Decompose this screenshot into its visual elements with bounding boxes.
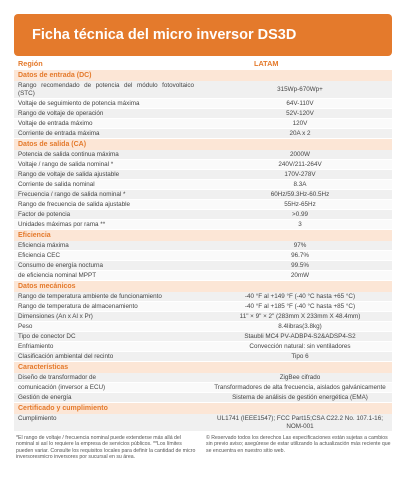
spec-row	[14, 414, 392, 432]
spec-row	[14, 190, 392, 200]
spec-row	[14, 210, 392, 220]
spec-value: -40 °F al +185 °F (-40 °C hasta +85 °C)	[244, 303, 356, 310]
spec-label: Voltaje / rango de salida nominal *	[18, 161, 114, 168]
section-header	[14, 362, 392, 373]
footnote-right: © Reservado todos los derechos Las especificaciones están sujetas a cambios sin previo aviso; asegúrese de estar utilizando la actualización más reciente que se encuentra en nuestro sitio web.	[206, 435, 391, 454]
spec-row	[14, 322, 392, 332]
spec-label: Rango de voltaje de operación	[18, 110, 104, 117]
spec-row	[14, 119, 392, 129]
spec-label: Frecuencia / rango de salida nominal *	[18, 191, 126, 198]
spec-row	[14, 180, 392, 190]
spec-label: Rango de temperatura de almacenamiento	[18, 303, 138, 310]
spec-value: 55Hz-65Hz	[284, 201, 316, 208]
spec-value: 120V	[292, 120, 308, 127]
spec-row	[14, 99, 392, 109]
spec-value: 11" × 9" × 2" (283mm X 233mm X 48.4mm)	[239, 313, 361, 320]
spec-label: Corriente de salida nominal	[18, 181, 95, 188]
section-header	[14, 281, 392, 292]
spec-value: 3	[298, 221, 302, 228]
spec-value: 64V-110V	[286, 100, 314, 107]
spec-row	[14, 302, 392, 312]
spec-label: Rango recomendado de potencia del módulo fotovoltaico (STC)	[18, 82, 194, 97]
spec-value: 20mW	[290, 272, 310, 279]
spec-row	[14, 109, 392, 119]
spec-value: Convección natural: sin ventiladores	[249, 343, 351, 350]
spec-label: comunicación (inversor a ECU)	[18, 384, 106, 391]
region-value: LATAM	[254, 59, 279, 68]
spec-row	[14, 200, 392, 210]
spec-row	[14, 312, 392, 322]
spec-label: Voltaje de entrada máximo	[18, 120, 93, 127]
spec-row	[14, 261, 392, 271]
spec-value: 170V-278V	[284, 171, 316, 178]
spec-row	[14, 332, 392, 342]
spec-label: Factor de potencia	[18, 211, 71, 218]
section-header	[14, 70, 392, 81]
spec-row	[14, 220, 392, 230]
spec-value: Transformadores de alta frecuencia, aislados galvánicamente	[214, 384, 386, 391]
title-banner	[14, 14, 392, 56]
spec-row	[14, 383, 392, 393]
spec-value: 8.3A	[293, 181, 307, 188]
spec-value: 96.7%	[291, 252, 309, 259]
spec-label: Cumplimiento	[18, 415, 57, 422]
section-title: Datos de salida (CA)	[18, 140, 87, 148]
spec-label: Diseño de transformador de	[18, 374, 97, 381]
section-title: Características	[18, 363, 69, 371]
spec-row	[14, 160, 392, 170]
section-title: Datos mecánicos	[18, 282, 76, 290]
spec-row	[14, 271, 392, 281]
spec-value: 52V-120V	[286, 110, 314, 117]
section-header	[14, 403, 392, 414]
spec-row	[14, 81, 392, 99]
spec-value: 8.4libras(3.8kg)	[278, 323, 322, 330]
section-title: Certificado y cumplimiento	[18, 404, 108, 412]
spec-value: 60Hz/59.3Hz-60.5Hz	[270, 191, 330, 198]
spec-value: 99.5%	[291, 262, 309, 269]
spec-label: Unidades máximas por rama **	[18, 221, 106, 228]
spec-label: Rango de voltaje de salida ajustable	[18, 171, 120, 178]
spec-row	[14, 393, 392, 403]
region-header	[14, 57, 392, 70]
spec-row	[14, 170, 392, 180]
section-title: Eficiencia	[18, 231, 51, 239]
spec-label: Voltaje de seguimiento de potencia máxima	[18, 100, 140, 107]
spec-label: Tipo de conector DC	[18, 333, 76, 340]
spec-value: 2000W	[290, 151, 310, 158]
spec-value: ZigBee cifrado	[279, 374, 321, 381]
spec-label: de eficiencia nominal MPPT	[18, 272, 97, 279]
spec-label: Clasificación ambiental del recinto	[18, 353, 114, 360]
footnote-left: *El rango de voltaje / frecuencia nominal puede extenderse más allá del nominal si así lo requiere la empresa de servicios públicos. **Los límites pueden variar. Consulte los requisitos locales para definir la cantidad de micro inversoresmicro inversores por sucursal en su área.	[16, 435, 196, 461]
spec-label: Eficiencia máxima	[18, 242, 69, 249]
spec-row	[14, 129, 392, 139]
spec-row	[14, 373, 392, 383]
spec-label: Rango de frecuencia de salida ajustable	[18, 201, 131, 208]
region-label: Región	[18, 59, 43, 68]
spec-label: Corriente de entrada máxima	[18, 130, 100, 137]
page-title: Ficha técnica del micro inversor DS3D	[32, 27, 297, 43]
spec-value: Staubli MC4 PV-ADBP4-S2&ADSP4-S2	[244, 333, 356, 340]
spec-table	[14, 57, 392, 432]
spec-row	[14, 342, 392, 352]
spec-row	[14, 292, 392, 302]
spec-label: Enfriamiento	[18, 343, 54, 350]
spec-label: Consumo de energía nocturna	[18, 262, 104, 269]
spec-label: Gestión de energía	[18, 394, 72, 401]
spec-row	[14, 251, 392, 261]
section-header	[14, 230, 392, 241]
spec-value: Tipo 6	[291, 353, 309, 360]
section-header	[14, 139, 392, 150]
spec-value: 97%	[293, 242, 307, 249]
spec-label: Potencia de salida continua máxima	[18, 151, 119, 158]
spec-value: Sistema de análisis de gestión energética (EMA)	[232, 394, 368, 401]
spec-row	[14, 241, 392, 251]
spec-label: Rango de temperatura ambiente de funcionamiento	[18, 293, 162, 300]
spec-label: Dimensiones (An x Al x Pr)	[18, 313, 93, 320]
spec-value: >0.99	[292, 211, 308, 218]
spec-value: 240V/211-264V	[278, 161, 322, 168]
spec-value: UL1741 (IEEE1547); FCC Part15;CSA C22.2 No. 107.1-16; NOM-001	[217, 415, 383, 430]
spec-row	[14, 352, 392, 362]
spec-value: 315Wp-670Wp+	[277, 86, 323, 93]
spec-row	[14, 150, 392, 160]
spec-value: 20A x 2	[289, 130, 311, 137]
spec-value: -40 °F al +149 °F (-40 °C hasta +65 °C)	[244, 293, 356, 300]
spec-label: Peso	[18, 323, 33, 330]
section-title: Datos de entrada (DC)	[18, 71, 92, 79]
spec-label: Eficiencia CEC	[18, 252, 60, 259]
